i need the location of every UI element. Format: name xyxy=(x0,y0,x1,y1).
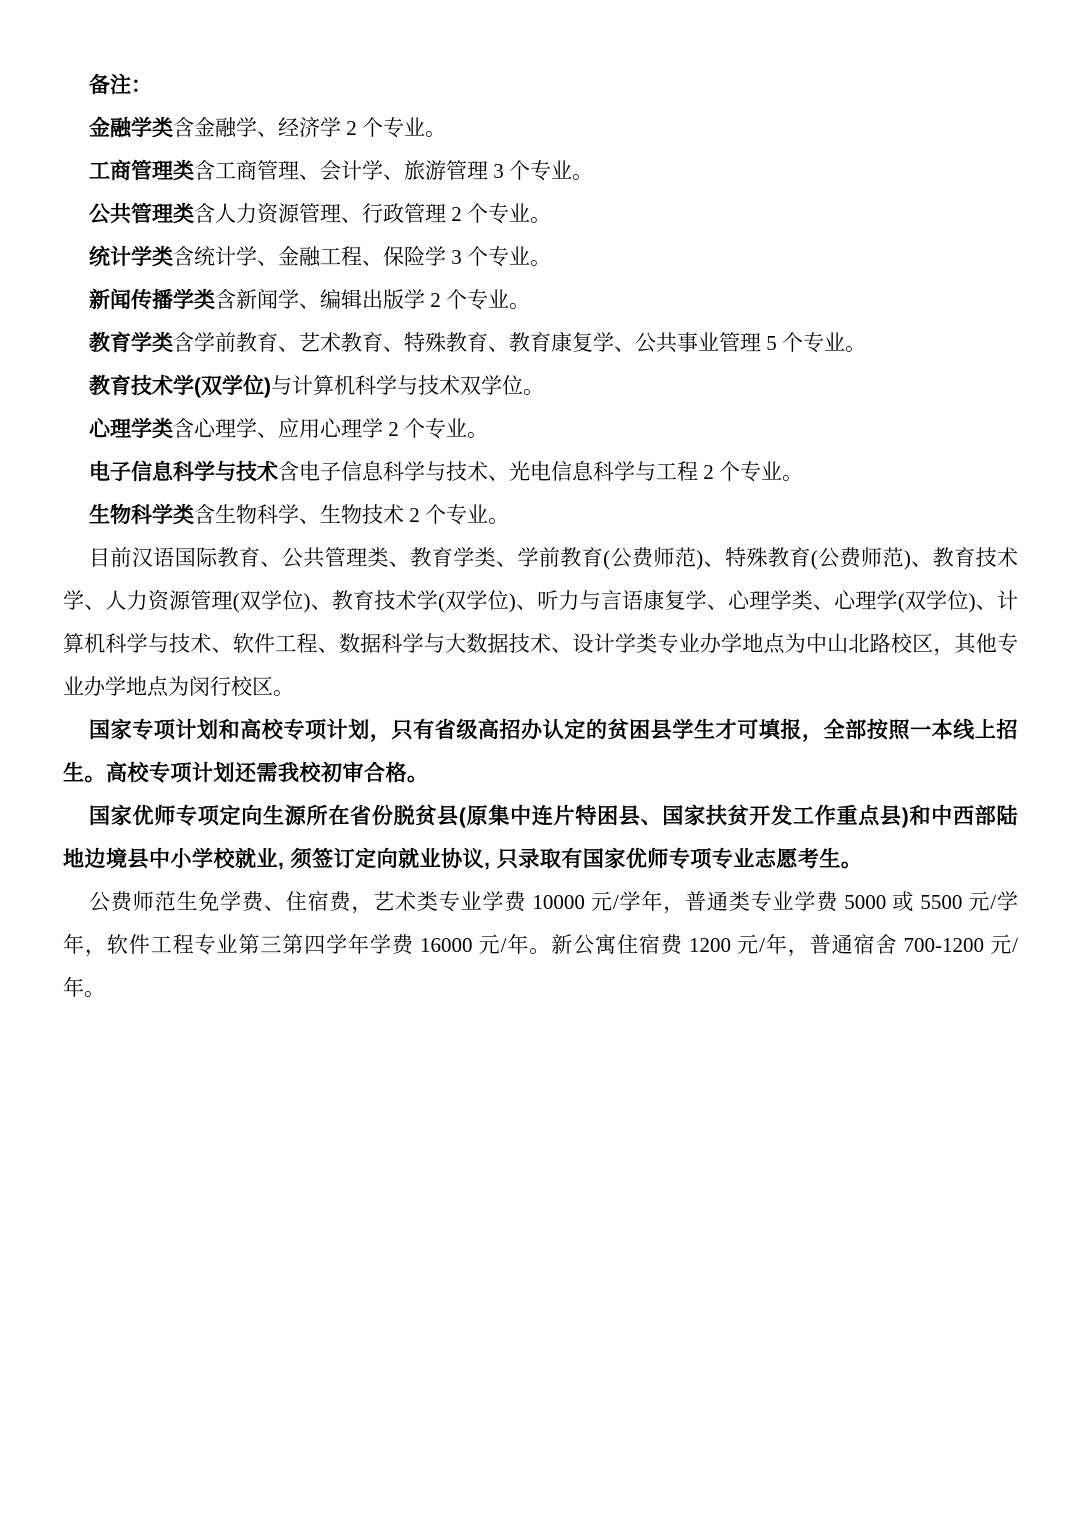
note-item-rest: 与计算机科学与技术双学位。 xyxy=(271,374,544,398)
note-item-psychology xyxy=(63,408,1018,451)
note-item-lead: 电子信息科学与技术 xyxy=(89,461,278,484)
note-item-rest: 含学前教育、艺术教育、特殊教育、教育康复学、公共事业管理 5 个专业。 xyxy=(173,331,866,355)
note-item-rest: 含电子信息科学与技术、光电信息科学与工程 2 个专业。 xyxy=(278,460,803,484)
note-item-lead: 新闻传播学类 xyxy=(89,289,215,312)
note-item-education xyxy=(63,322,1018,365)
note-item-public-admin xyxy=(63,193,1018,236)
note-item-lead: 工商管理类 xyxy=(89,160,194,183)
note-item-rest: 含金融学、经济学 2 个专业。 xyxy=(173,116,446,140)
note-item-finance xyxy=(63,107,1018,150)
note-item-lead: 公共管理类 xyxy=(89,203,194,226)
notes-title-text: 备注： xyxy=(89,74,152,97)
note-item-rest: 含生物科学、生物技术 2 个专业。 xyxy=(194,503,509,527)
note-item-rest: 含人力资源管理、行政管理 2 个专业。 xyxy=(194,202,551,226)
note-item-lead: 教育技术学(双学位) xyxy=(89,375,271,398)
note-item-rest: 含工商管理、会计学、旅游管理 3 个专业。 xyxy=(194,159,593,183)
note-item-lead: 心理学类 xyxy=(89,418,173,441)
campus-location-paragraph: 目前汉语国际教育、公共管理类、教育学类、学前教育(公费师范)、特殊教育(公费师范)、教育技术学、人力资源管理(双学位)、教育技术学(双学位)、听力与言语康复学、心理学类、心理学(双学位)、计算机科学与技术、软件工程、数据科学与大数据技术、设计学类专业办学地点为中山北路校区，其他专业办学地点为闵行校区。 xyxy=(63,546,1019,699)
note-item-journalism xyxy=(63,279,1018,322)
notes-title xyxy=(63,64,1018,107)
note-item-business xyxy=(63,150,1018,193)
note-item-rest: 含心理学、应用心理学 2 个专业。 xyxy=(173,417,488,441)
note-item-biology xyxy=(63,494,1018,537)
note-item-rest: 含统计学、金融工程、保险学 3 个专业。 xyxy=(173,245,551,269)
youshi-plan-paragraph: 国家优师专项定向生源所在省份脱贫县(原集中连片特困县、国家扶贫开发工作重点县)和中西部陆地边境县中小学校就业, 须签订定向就业协议, 只录取有国家优师专项专业志愿考生。 xyxy=(63,805,1018,871)
note-item-lead: 教育学类 xyxy=(89,332,173,355)
note-item-lead: 统计学类 xyxy=(89,246,173,269)
note-item-electronic-info xyxy=(63,451,1018,494)
note-item-statistics xyxy=(63,236,1018,279)
note-item-edu-tech xyxy=(63,365,1018,408)
note-item-lead: 金融学类 xyxy=(89,117,173,140)
special-plans-paragraph: 国家专项计划和高校专项计划，只有省级高招办认定的贫困县学生才可填报，全部按照一本线上招生。高校专项计划还需我校初审合格。 xyxy=(63,719,1018,785)
fees-paragraph: 公费师范生免学费、住宿费，艺术类专业学费 10000 元/学年，普通类专业学费 5000 或 5500 元/学年，软件工程专业第三第四学年学费 16000 元/年。新公寓住宿费 1200 元/年，普通宿舍 700-1200 元/年。 xyxy=(63,890,1018,1000)
note-item-lead: 生物科学类 xyxy=(89,504,194,527)
note-item-rest: 含新闻学、编辑出版学 2 个专业。 xyxy=(215,288,530,312)
